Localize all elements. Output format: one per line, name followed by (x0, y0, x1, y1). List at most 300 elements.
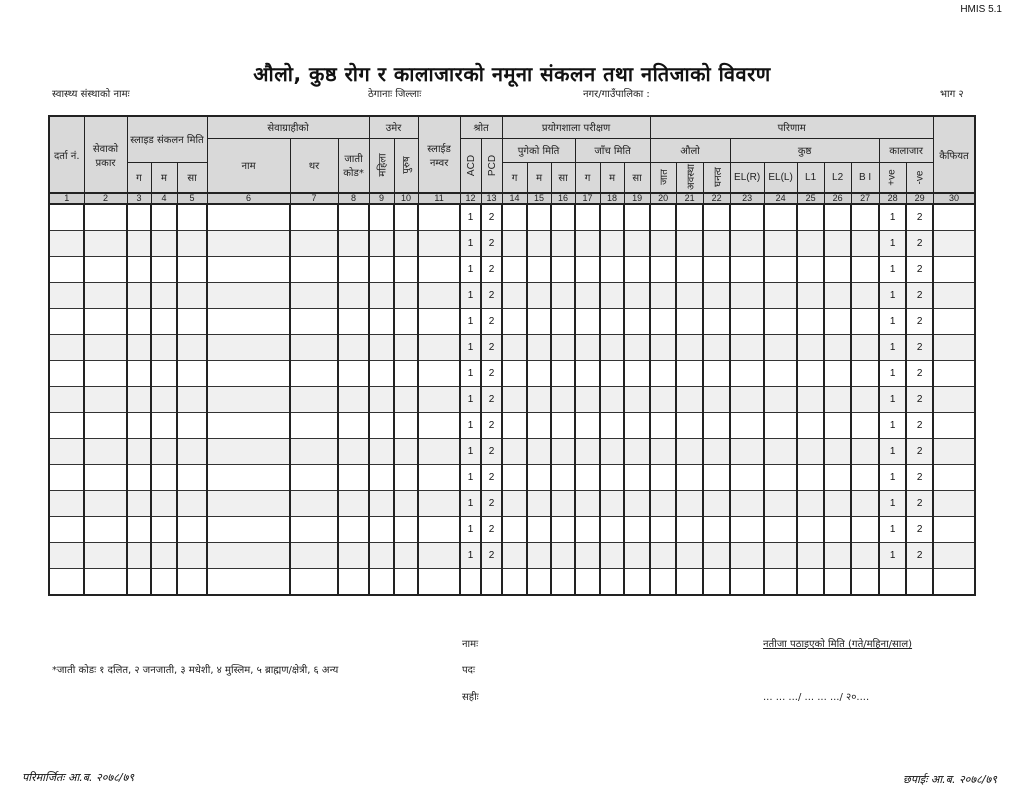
cell-col-24[interactable] (764, 309, 797, 335)
cell-col-22[interactable] (703, 361, 730, 387)
cell-col-30[interactable] (933, 517, 975, 543)
cell-col-25[interactable] (797, 361, 824, 387)
cell-col-11[interactable] (418, 465, 460, 491)
cell-col-3[interactable] (127, 361, 151, 387)
cell-col-24[interactable] (764, 387, 797, 413)
cell-col-7[interactable] (290, 309, 338, 335)
cell-col-14[interactable] (502, 309, 527, 335)
cell-col-23[interactable] (730, 517, 764, 543)
cell-col-4[interactable] (151, 283, 177, 309)
cell-pos[interactable]: 1 (879, 517, 906, 543)
cell-col-15[interactable] (527, 283, 551, 309)
cell-col-20[interactable] (650, 439, 676, 465)
cell-col-17[interactable] (575, 491, 600, 517)
cell-col-3[interactable] (127, 569, 151, 596)
cell-col-16[interactable] (551, 335, 575, 361)
cell-col-26[interactable] (824, 387, 851, 413)
cell-col-4[interactable] (151, 387, 177, 413)
cell-col-19[interactable] (624, 543, 650, 569)
cell-col-20[interactable] (650, 257, 676, 283)
cell-col-3[interactable] (127, 335, 151, 361)
cell-col-1[interactable] (49, 361, 84, 387)
cell-col-27[interactable] (851, 543, 879, 569)
cell-col-6[interactable] (207, 204, 290, 231)
cell-col-5[interactable] (177, 283, 207, 309)
cell-col-7[interactable] (290, 569, 338, 596)
cell-col-6[interactable] (207, 257, 290, 283)
cell-col-9[interactable] (369, 387, 394, 413)
cell-col-18[interactable] (600, 309, 624, 335)
cell-col-14[interactable] (502, 439, 527, 465)
cell-neg[interactable]: 2 (906, 309, 933, 335)
cell-col-30[interactable] (933, 413, 975, 439)
cell-col-25[interactable] (797, 465, 824, 491)
cell-col-4[interactable] (151, 335, 177, 361)
cell-col-26[interactable] (824, 309, 851, 335)
cell-neg[interactable]: 2 (906, 231, 933, 257)
cell-col-22[interactable] (703, 257, 730, 283)
cell-col-16[interactable] (551, 257, 575, 283)
cell-col-5[interactable] (177, 257, 207, 283)
cell-col-8[interactable] (338, 335, 369, 361)
cell-col-30[interactable] (933, 569, 975, 596)
cell-pos[interactable]: 1 (879, 439, 906, 465)
cell-col-10[interactable] (394, 335, 418, 361)
cell-col-10[interactable] (394, 491, 418, 517)
cell-col-17[interactable] (575, 439, 600, 465)
cell-col-2[interactable] (84, 283, 127, 309)
cell-col-15[interactable] (527, 257, 551, 283)
cell-pcd[interactable]: 2 (481, 361, 502, 387)
cell-col-14[interactable] (502, 335, 527, 361)
cell-col-5[interactable] (177, 309, 207, 335)
cell-col-30[interactable] (933, 204, 975, 231)
cell-col-7[interactable] (290, 204, 338, 231)
cell-col-21[interactable] (676, 257, 703, 283)
cell-col-19[interactable] (624, 204, 650, 231)
cell-col-16[interactable] (551, 543, 575, 569)
cell-col-11[interactable] (418, 569, 460, 596)
cell-col-11[interactable] (418, 543, 460, 569)
cell-col-25[interactable] (797, 283, 824, 309)
cell-col-25[interactable] (797, 204, 824, 231)
cell-col-23[interactable] (730, 465, 764, 491)
cell-col-4[interactable] (151, 309, 177, 335)
cell-col-25[interactable] (797, 543, 824, 569)
cell-col-16[interactable] (551, 309, 575, 335)
cell-col-3[interactable] (127, 543, 151, 569)
cell-col-9[interactable] (369, 569, 394, 596)
cell-col-16[interactable] (551, 439, 575, 465)
cell-col-4[interactable] (151, 465, 177, 491)
cell-col-20[interactable] (650, 387, 676, 413)
cell-col-27[interactable] (851, 491, 879, 517)
cell-col-11[interactable] (418, 335, 460, 361)
cell-col-21[interactable] (676, 204, 703, 231)
cell-col-10[interactable] (394, 204, 418, 231)
cell-col-27[interactable] (851, 387, 879, 413)
cell-pos[interactable] (879, 569, 906, 596)
cell-col-30[interactable] (933, 543, 975, 569)
cell-col-8[interactable] (338, 569, 369, 596)
cell-acd[interactable]: 1 (460, 439, 481, 465)
cell-pcd[interactable]: 2 (481, 517, 502, 543)
cell-col-25[interactable] (797, 491, 824, 517)
cell-col-3[interactable] (127, 465, 151, 491)
cell-col-23[interactable] (730, 387, 764, 413)
cell-col-8[interactable] (338, 361, 369, 387)
cell-col-3[interactable] (127, 231, 151, 257)
cell-col-27[interactable] (851, 465, 879, 491)
cell-pcd[interactable]: 2 (481, 257, 502, 283)
cell-col-9[interactable] (369, 204, 394, 231)
cell-acd[interactable]: 1 (460, 204, 481, 231)
cell-acd[interactable]: 1 (460, 387, 481, 413)
cell-col-15[interactable] (527, 491, 551, 517)
cell-col-2[interactable] (84, 387, 127, 413)
cell-col-8[interactable] (338, 257, 369, 283)
cell-col-26[interactable] (824, 283, 851, 309)
cell-col-1[interactable] (49, 543, 84, 569)
cell-col-27[interactable] (851, 204, 879, 231)
cell-col-8[interactable] (338, 231, 369, 257)
cell-col-8[interactable] (338, 204, 369, 231)
cell-col-20[interactable] (650, 543, 676, 569)
cell-neg[interactable]: 2 (906, 387, 933, 413)
cell-col-1[interactable] (49, 204, 84, 231)
cell-col-18[interactable] (600, 439, 624, 465)
cell-col-30[interactable] (933, 361, 975, 387)
cell-col-6[interactable] (207, 335, 290, 361)
cell-col-14[interactable] (502, 517, 527, 543)
cell-neg[interactable]: 2 (906, 413, 933, 439)
cell-col-14[interactable] (502, 361, 527, 387)
cell-col-14[interactable] (502, 387, 527, 413)
cell-neg[interactable]: 2 (906, 204, 933, 231)
cell-acd[interactable] (460, 569, 481, 596)
cell-col-30[interactable] (933, 283, 975, 309)
cell-col-5[interactable] (177, 231, 207, 257)
cell-col-5[interactable] (177, 569, 207, 596)
cell-col-7[interactable] (290, 491, 338, 517)
cell-col-10[interactable] (394, 517, 418, 543)
cell-col-9[interactable] (369, 231, 394, 257)
cell-col-22[interactable] (703, 465, 730, 491)
cell-col-11[interactable] (418, 439, 460, 465)
cell-col-10[interactable] (394, 413, 418, 439)
cell-col-24[interactable] (764, 361, 797, 387)
cell-col-30[interactable] (933, 491, 975, 517)
cell-col-27[interactable] (851, 413, 879, 439)
cell-col-10[interactable] (394, 387, 418, 413)
cell-col-14[interactable] (502, 231, 527, 257)
cell-pos[interactable]: 1 (879, 491, 906, 517)
cell-col-18[interactable] (600, 517, 624, 543)
cell-col-26[interactable] (824, 335, 851, 361)
cell-neg[interactable]: 2 (906, 465, 933, 491)
cell-pcd[interactable]: 2 (481, 413, 502, 439)
cell-pcd[interactable]: 2 (481, 309, 502, 335)
cell-col-19[interactable] (624, 309, 650, 335)
cell-pos[interactable]: 1 (879, 387, 906, 413)
cell-col-11[interactable] (418, 361, 460, 387)
cell-col-3[interactable] (127, 257, 151, 283)
cell-col-5[interactable] (177, 491, 207, 517)
cell-col-2[interactable] (84, 309, 127, 335)
cell-col-19[interactable] (624, 491, 650, 517)
cell-col-27[interactable] (851, 335, 879, 361)
cell-col-20[interactable] (650, 335, 676, 361)
cell-col-7[interactable] (290, 413, 338, 439)
cell-col-26[interactable] (824, 439, 851, 465)
cell-col-4[interactable] (151, 517, 177, 543)
cell-col-7[interactable] (290, 283, 338, 309)
cell-col-10[interactable] (394, 465, 418, 491)
cell-acd[interactable]: 1 (460, 361, 481, 387)
cell-col-19[interactable] (624, 439, 650, 465)
cell-col-17[interactable] (575, 361, 600, 387)
cell-col-27[interactable] (851, 231, 879, 257)
cell-col-10[interactable] (394, 543, 418, 569)
cell-col-11[interactable] (418, 517, 460, 543)
cell-col-1[interactable] (49, 569, 84, 596)
cell-col-6[interactable] (207, 231, 290, 257)
cell-col-21[interactable] (676, 491, 703, 517)
cell-col-15[interactable] (527, 413, 551, 439)
cell-col-21[interactable] (676, 517, 703, 543)
cell-col-25[interactable] (797, 231, 824, 257)
cell-col-21[interactable] (676, 283, 703, 309)
cell-acd[interactable]: 1 (460, 309, 481, 335)
cell-pcd[interactable]: 2 (481, 335, 502, 361)
cell-col-7[interactable] (290, 257, 338, 283)
cell-col-20[interactable] (650, 413, 676, 439)
cell-col-1[interactable] (49, 517, 84, 543)
cell-col-11[interactable] (418, 204, 460, 231)
cell-col-6[interactable] (207, 283, 290, 309)
cell-pcd[interactable]: 2 (481, 231, 502, 257)
cell-acd[interactable]: 1 (460, 283, 481, 309)
cell-col-19[interactable] (624, 517, 650, 543)
cell-col-15[interactable] (527, 387, 551, 413)
cell-col-14[interactable] (502, 569, 527, 596)
cell-col-26[interactable] (824, 491, 851, 517)
cell-col-25[interactable] (797, 257, 824, 283)
cell-col-25[interactable] (797, 309, 824, 335)
cell-col-15[interactable] (527, 361, 551, 387)
cell-col-26[interactable] (824, 517, 851, 543)
cell-col-5[interactable] (177, 439, 207, 465)
cell-col-14[interactable] (502, 543, 527, 569)
cell-col-18[interactable] (600, 335, 624, 361)
cell-col-15[interactable] (527, 335, 551, 361)
cell-col-10[interactable] (394, 231, 418, 257)
cell-col-5[interactable] (177, 361, 207, 387)
cell-col-30[interactable] (933, 335, 975, 361)
cell-col-30[interactable] (933, 439, 975, 465)
cell-col-21[interactable] (676, 569, 703, 596)
cell-col-24[interactable] (764, 413, 797, 439)
cell-col-5[interactable] (177, 543, 207, 569)
cell-col-25[interactable] (797, 439, 824, 465)
cell-col-16[interactable] (551, 465, 575, 491)
cell-col-9[interactable] (369, 413, 394, 439)
cell-col-24[interactable] (764, 283, 797, 309)
cell-col-4[interactable] (151, 257, 177, 283)
cell-pos[interactable]: 1 (879, 413, 906, 439)
cell-col-30[interactable] (933, 257, 975, 283)
cell-col-19[interactable] (624, 361, 650, 387)
cell-col-18[interactable] (600, 413, 624, 439)
cell-col-17[interactable] (575, 283, 600, 309)
cell-col-20[interactable] (650, 569, 676, 596)
cell-col-6[interactable] (207, 361, 290, 387)
cell-col-21[interactable] (676, 231, 703, 257)
cell-col-20[interactable] (650, 204, 676, 231)
cell-col-17[interactable] (575, 231, 600, 257)
cell-col-30[interactable] (933, 387, 975, 413)
cell-col-25[interactable] (797, 387, 824, 413)
cell-col-4[interactable] (151, 491, 177, 517)
cell-col-24[interactable] (764, 543, 797, 569)
cell-col-16[interactable] (551, 491, 575, 517)
cell-pcd[interactable]: 2 (481, 543, 502, 569)
cell-col-9[interactable] (369, 361, 394, 387)
cell-col-11[interactable] (418, 231, 460, 257)
cell-col-5[interactable] (177, 204, 207, 231)
cell-col-16[interactable] (551, 283, 575, 309)
cell-acd[interactable]: 1 (460, 543, 481, 569)
cell-col-22[interactable] (703, 283, 730, 309)
cell-col-27[interactable] (851, 309, 879, 335)
cell-col-9[interactable] (369, 543, 394, 569)
cell-col-11[interactable] (418, 309, 460, 335)
cell-col-16[interactable] (551, 413, 575, 439)
cell-acd[interactable]: 1 (460, 257, 481, 283)
cell-col-24[interactable] (764, 204, 797, 231)
cell-col-23[interactable] (730, 543, 764, 569)
cell-col-4[interactable] (151, 569, 177, 596)
cell-col-10[interactable] (394, 257, 418, 283)
cell-col-30[interactable] (933, 465, 975, 491)
cell-col-27[interactable] (851, 361, 879, 387)
cell-col-8[interactable] (338, 491, 369, 517)
cell-col-14[interactable] (502, 413, 527, 439)
cell-col-18[interactable] (600, 361, 624, 387)
cell-col-11[interactable] (418, 491, 460, 517)
cell-col-7[interactable] (290, 361, 338, 387)
cell-col-6[interactable] (207, 439, 290, 465)
cell-col-25[interactable] (797, 569, 824, 596)
cell-col-6[interactable] (207, 517, 290, 543)
cell-col-7[interactable] (290, 543, 338, 569)
cell-col-19[interactable] (624, 231, 650, 257)
cell-col-18[interactable] (600, 204, 624, 231)
cell-col-21[interactable] (676, 309, 703, 335)
cell-col-6[interactable] (207, 387, 290, 413)
cell-col-10[interactable] (394, 569, 418, 596)
cell-col-9[interactable] (369, 283, 394, 309)
cell-col-8[interactable] (338, 387, 369, 413)
cell-col-19[interactable] (624, 569, 650, 596)
cell-col-21[interactable] (676, 543, 703, 569)
cell-col-16[interactable] (551, 569, 575, 596)
cell-col-1[interactable] (49, 413, 84, 439)
cell-col-26[interactable] (824, 231, 851, 257)
cell-col-16[interactable] (551, 204, 575, 231)
cell-col-9[interactable] (369, 491, 394, 517)
cell-col-22[interactable] (703, 231, 730, 257)
cell-pcd[interactable]: 2 (481, 465, 502, 491)
cell-col-20[interactable] (650, 231, 676, 257)
cell-col-19[interactable] (624, 413, 650, 439)
cell-neg[interactable] (906, 569, 933, 596)
cell-col-23[interactable] (730, 204, 764, 231)
cell-acd[interactable]: 1 (460, 465, 481, 491)
cell-col-2[interactable] (84, 361, 127, 387)
cell-col-23[interactable] (730, 361, 764, 387)
cell-neg[interactable]: 2 (906, 335, 933, 361)
cell-col-3[interactable] (127, 413, 151, 439)
cell-col-16[interactable] (551, 361, 575, 387)
cell-neg[interactable]: 2 (906, 257, 933, 283)
cell-col-8[interactable] (338, 309, 369, 335)
cell-col-18[interactable] (600, 465, 624, 491)
cell-col-22[interactable] (703, 413, 730, 439)
cell-col-8[interactable] (338, 283, 369, 309)
cell-col-20[interactable] (650, 517, 676, 543)
cell-col-15[interactable] (527, 569, 551, 596)
cell-col-24[interactable] (764, 439, 797, 465)
cell-pcd[interactable]: 2 (481, 387, 502, 413)
cell-col-2[interactable] (84, 257, 127, 283)
cell-col-20[interactable] (650, 465, 676, 491)
cell-col-25[interactable] (797, 335, 824, 361)
cell-col-2[interactable] (84, 569, 127, 596)
cell-pos[interactable]: 1 (879, 231, 906, 257)
cell-col-24[interactable] (764, 335, 797, 361)
cell-col-26[interactable] (824, 361, 851, 387)
cell-col-6[interactable] (207, 309, 290, 335)
cell-col-6[interactable] (207, 413, 290, 439)
cell-col-26[interactable] (824, 413, 851, 439)
cell-col-10[interactable] (394, 439, 418, 465)
cell-col-3[interactable] (127, 387, 151, 413)
cell-col-2[interactable] (84, 491, 127, 517)
cell-col-15[interactable] (527, 231, 551, 257)
cell-col-22[interactable] (703, 387, 730, 413)
cell-col-3[interactable] (127, 439, 151, 465)
cell-col-5[interactable] (177, 517, 207, 543)
cell-col-22[interactable] (703, 543, 730, 569)
cell-col-5[interactable] (177, 413, 207, 439)
cell-col-1[interactable] (49, 283, 84, 309)
cell-col-2[interactable] (84, 413, 127, 439)
cell-neg[interactable]: 2 (906, 517, 933, 543)
cell-col-11[interactable] (418, 413, 460, 439)
cell-col-2[interactable] (84, 231, 127, 257)
cell-col-18[interactable] (600, 231, 624, 257)
cell-col-2[interactable] (84, 335, 127, 361)
cell-col-18[interactable] (600, 387, 624, 413)
cell-pos[interactable]: 1 (879, 543, 906, 569)
cell-col-17[interactable] (575, 569, 600, 596)
cell-col-21[interactable] (676, 361, 703, 387)
cell-neg[interactable]: 2 (906, 361, 933, 387)
cell-col-23[interactable] (730, 491, 764, 517)
cell-col-2[interactable] (84, 517, 127, 543)
cell-acd[interactable]: 1 (460, 231, 481, 257)
